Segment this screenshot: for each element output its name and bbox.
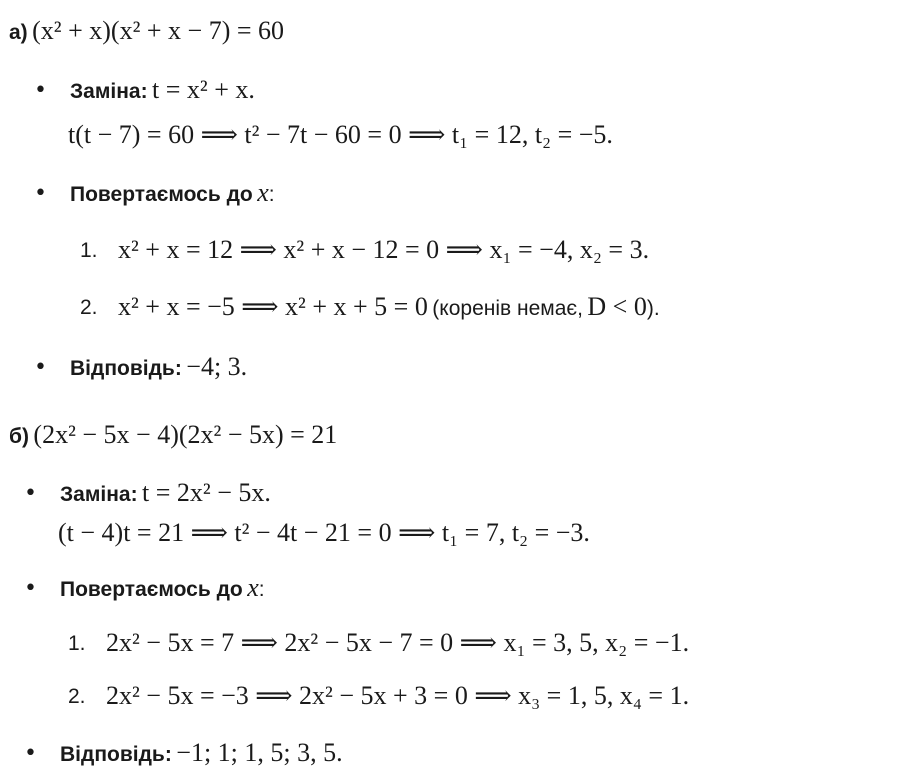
part-b-step-1: 2x² − 5x = 7 ⟹ 2x² − 5x − 7 = 0 ⟹ x₁ = 3, 5, x₂ = −1. (106, 628, 690, 657)
bullet-icon: • (34, 181, 47, 206)
back-substitution-label: Повертаємось до (60, 578, 243, 601)
step-note-end: ). (646, 297, 660, 320)
answer-label: Відповідь: (70, 357, 182, 380)
part-b-substitution-solution: (t − 4)t = 21 ⟹ t² − 4t − 21 = 0 ⟹ t₁ = 7, t₂ = −3. (58, 518, 590, 547)
back-substitution-label: Повертаємось до (70, 183, 253, 206)
answer-label: Відповідь: (60, 743, 172, 766)
substitution-expression: t = 2x² − 5x. (142, 478, 271, 507)
back-substitution-colon: : (268, 183, 275, 206)
part-a-heading (9, 18, 284, 44)
step-number: 2. (80, 296, 98, 319)
part-b-label: б) (9, 425, 29, 448)
part-b-answer (60, 740, 343, 766)
step-note: (коренів немає, (432, 297, 583, 320)
part-b-back-substitution (60, 575, 265, 601)
part-b-heading (9, 422, 337, 448)
substitution-label: Заміна: (60, 483, 138, 506)
back-substitution-variable: x (247, 573, 259, 602)
substitution-expression: t = x² + x. (152, 75, 255, 104)
part-a-step-2 (118, 294, 660, 320)
part-b-equation: (2x² − 5x − 4)(2x² − 5x) = 21 (33, 420, 338, 449)
part-a-answer (70, 354, 247, 380)
answer-value: −4; 3. (186, 352, 248, 381)
step-number: 1. (68, 632, 86, 655)
part-a-substitution (70, 77, 255, 103)
bullet-icon: • (24, 741, 37, 766)
step-number: 2. (68, 685, 86, 708)
bullet-icon: • (34, 355, 47, 380)
part-a-step-1: x² + x = 12 ⟹ x² + x − 12 = 0 ⟹ x₁ = −4, x₂ = 3. (118, 235, 650, 264)
part-b-step-2: 2x² − 5x = −3 ⟹ 2x² − 5x + 3 = 0 ⟹ x₃ = 1, 5, x₄ = 1. (106, 681, 690, 710)
back-substitution-colon: : (258, 578, 265, 601)
part-a-back-substitution (70, 180, 275, 206)
step-note-math: D < 0 (587, 292, 647, 321)
part-a-label: а) (9, 21, 28, 44)
part-a-substitution-solution: t(t − 7) = 60 ⟹ t² − 7t − 60 = 0 ⟹ t₁ = 12, t₂ = −5. (68, 120, 613, 149)
bullet-icon: • (34, 78, 47, 103)
step-number: 1. (80, 239, 98, 262)
bullet-icon: • (24, 576, 37, 601)
bullet-icon: • (24, 481, 37, 506)
substitution-label: Заміна: (70, 80, 148, 103)
answer-value: −1; 1; 1, 5; 3, 5. (176, 738, 343, 767)
step-expression: x² + x = −5 ⟹ x² + x + 5 = 0 (118, 292, 428, 321)
back-substitution-variable: x (257, 178, 269, 207)
part-a-equation: (x² + x)(x² + x − 7) = 60 (32, 16, 285, 45)
part-b-substitution (60, 480, 271, 506)
